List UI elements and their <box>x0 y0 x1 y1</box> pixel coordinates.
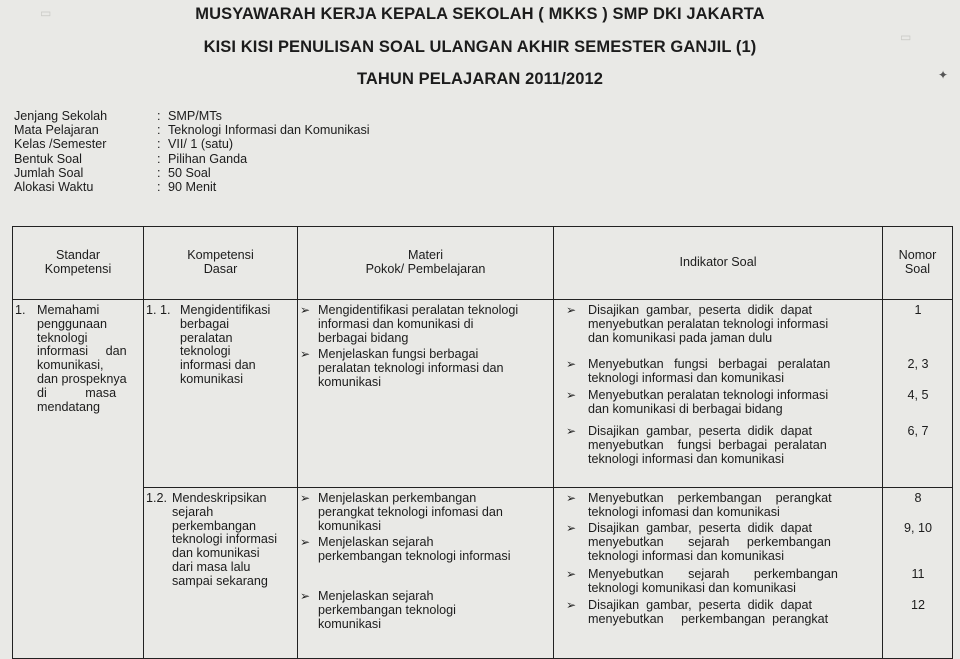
materi-line: perkembangan teknologi <box>318 602 456 617</box>
metadata-label: Jumlah Soal <box>14 165 84 180</box>
header-text: Pokok/ Pembelajaran <box>365 262 486 276</box>
kd-number: 1.2. <box>146 491 168 505</box>
standar-number: 1. <box>15 303 26 317</box>
standar-text <box>37 304 141 414</box>
indikator-line: teknologi informasi dan komunikasi <box>588 370 785 385</box>
header-line-3: TAHUN PELAJARAN 2011/2012 <box>356 70 604 88</box>
kd-number: 1. 1. <box>146 303 171 317</box>
kd-line: sejarah <box>172 504 214 519</box>
kd-text <box>172 492 277 589</box>
header-indikator-soal <box>554 227 883 300</box>
indikator-line: Menyebutkan fungsi berbagai peralatan <box>588 357 831 371</box>
bullet-arrow-icon: ➢ <box>300 303 311 317</box>
header-text: Indikator Soal <box>679 255 757 270</box>
standar-line: dan prospeknya <box>37 371 127 386</box>
metadata-colon: : <box>157 165 161 180</box>
metadata-colon: : <box>157 151 161 166</box>
metadata-colon: : <box>157 137 161 152</box>
kisi-kisi-table <box>12 226 953 659</box>
metadata-value: SMP/MTs <box>168 109 222 123</box>
indikator-item <box>588 599 870 627</box>
standar-kompetensi-cell <box>13 300 144 659</box>
nomor-soal-cell <box>883 488 953 659</box>
speck-mark: ✦ <box>938 68 949 82</box>
bullet-arrow-icon: ➢ <box>566 598 577 612</box>
materi-line: komunikasi <box>318 374 381 389</box>
materi-line: Mengidentifikasi peralatan teknologi <box>318 303 519 317</box>
table-header-row <box>13 227 953 300</box>
bullet-arrow-icon: ➢ <box>566 491 577 505</box>
metadata-colon: : <box>157 109 161 123</box>
indikator-item <box>588 522 870 563</box>
nomor-soal-value: 12 <box>910 598 925 612</box>
bullet-arrow-icon: ➢ <box>566 303 577 317</box>
metadata-colon: : <box>157 123 161 138</box>
kd-line: dan komunikasi <box>172 546 260 561</box>
bullet-arrow-icon: ➢ <box>300 535 311 549</box>
indikator-line: menyebutkan fungsi berbagai peralatan <box>588 437 827 452</box>
metadata-label: Alokasi Waktu <box>14 179 94 194</box>
kd-line: Mendeskripsikan <box>172 491 267 505</box>
indikator-line: Disajikan gambar, peserta didik dapat <box>588 424 813 438</box>
materi-item <box>318 590 552 631</box>
bullet-arrow-icon: ➢ <box>300 589 311 603</box>
header-text: Kompetensi <box>44 262 112 276</box>
indikator-line: teknologi informasi dan komunikasi <box>588 548 785 563</box>
header-text: Standar <box>55 248 101 263</box>
standar-line: komunikasi, <box>37 358 104 373</box>
indikator-item <box>588 425 870 466</box>
header-kompetensi-dasar <box>144 227 298 300</box>
bullet-arrow-icon: ➢ <box>566 567 577 581</box>
indikator-line: dan komunikasi pada jaman dulu <box>588 330 773 345</box>
metadata-value: VII/ 1 (satu) <box>168 137 234 152</box>
kd-line: Mengidentifikasi <box>180 303 271 317</box>
materi-line: komunikasi <box>318 518 381 533</box>
materi-item <box>318 304 552 345</box>
bleed-through-mark: ▭ <box>900 30 912 44</box>
kompetensi-dasar-cell <box>144 300 298 488</box>
kd-line: perkembangan <box>172 518 257 533</box>
bleed-through-mark: ▭ <box>40 6 52 20</box>
nomor-soal-value: 1 <box>914 303 922 317</box>
header-text: Dasar <box>203 262 238 276</box>
indikator-line: Disajikan gambar, peserta didik dapat <box>588 303 813 317</box>
nomor-soal-value: 4, 5 <box>907 388 929 402</box>
indikator-line: teknologi komunikasi dan komunikasi <box>588 580 796 595</box>
metadata-value: 50 Soal <box>168 165 211 180</box>
indikator-soal-cell <box>554 300 883 488</box>
indikator-line: Menyebutkan sejarah perkembangan <box>588 567 838 581</box>
indikator-line: Disajikan gambar, peserta didik dapat <box>588 521 813 535</box>
materi-item <box>318 492 552 533</box>
nomor-soal-value: 11 <box>911 567 925 581</box>
indikator-item <box>588 492 870 520</box>
header-text: Kompetensi <box>187 248 254 263</box>
materi-line: perkembangan teknologi informasi <box>318 548 511 563</box>
indikator-line: dan komunikasi di berbagai bidang <box>588 401 783 416</box>
materi-line: perangkat teknologi infomasi dan <box>318 504 503 519</box>
kd-line: informasi dan <box>180 358 256 373</box>
bullet-arrow-icon: ➢ <box>566 357 577 371</box>
bullet-arrow-icon: ➢ <box>300 347 311 361</box>
table-row <box>13 488 953 659</box>
materi-line: informasi dan komunikasi di <box>318 316 474 331</box>
standar-line: di masa <box>37 385 117 400</box>
metadata-value: 90 Menit <box>168 179 217 194</box>
materi-line: berbagai bidang <box>318 330 409 345</box>
materi-line: Menjelaskan fungsi berbagai <box>318 347 479 361</box>
header-text: Materi <box>408 248 443 263</box>
header-text: Nomor <box>898 248 937 263</box>
kompetensi-dasar-cell <box>144 488 298 659</box>
header-nomor-soal <box>883 227 953 300</box>
bullet-arrow-icon: ➢ <box>566 521 577 535</box>
kd-line: teknologi informasi <box>172 532 277 547</box>
materi-line: Menjelaskan sejarah <box>318 535 434 549</box>
materi-line: peralatan teknologi informasi dan <box>318 360 504 375</box>
metadata-colon: : <box>157 179 161 194</box>
metadata-label: Bentuk Soal <box>14 151 82 166</box>
indikator-line: teknologi infomasi dan komunikasi <box>588 504 780 519</box>
bullet-arrow-icon: ➢ <box>566 424 577 438</box>
standar-line: Memahami <box>37 303 100 317</box>
bullet-arrow-icon: ➢ <box>300 491 311 505</box>
indikator-line: teknologi informasi dan komunikasi <box>588 451 785 466</box>
bullet-arrow-icon: ➢ <box>566 388 577 402</box>
nomor-soal-value: 8 <box>914 491 922 505</box>
standar-line: mendatang <box>37 399 101 414</box>
metadata-label: Mata Pelajaran <box>14 123 99 138</box>
header-line-1: MUSYAWARAH KERJA KEPALA SEKOLAH ( MKKS ) SMP DKI JAKARTA <box>195 5 765 23</box>
indikator-line: Menyebutkan peralatan teknologi informasi <box>588 388 829 402</box>
header-line-2: KISI KISI PENULISAN SOAL ULANGAN AKHIR SEMESTER GANJIL (1) <box>203 38 757 56</box>
indikator-item <box>588 358 870 386</box>
kd-text <box>180 304 270 387</box>
nomor-soal-value: 2, 3 <box>907 357 929 371</box>
kd-line: peralatan <box>180 330 233 345</box>
kd-line: teknologi <box>180 344 231 359</box>
indikator-soal-cell <box>554 488 883 659</box>
indikator-item <box>588 568 870 596</box>
metadata-label: Kelas /Semester <box>14 137 107 152</box>
kd-line: sampai sekarang <box>172 573 268 588</box>
nomor-soal-value: 6, 7 <box>907 424 929 438</box>
header-text: Soal <box>904 262 931 276</box>
metadata-value: Teknologi Informasi dan Komunikasi <box>168 123 370 138</box>
materi-item <box>318 348 552 389</box>
materi-pokok-cell <box>298 300 554 488</box>
standar-line: teknologi <box>37 330 88 345</box>
indikator-line: menyebutkan peralatan teknologi informasi <box>588 316 829 331</box>
indikator-line: Menyebutkan perkembangan perangkat <box>588 491 832 505</box>
header-standar-kompetensi <box>13 227 144 300</box>
nomor-soal-value: 9, 10 <box>903 521 932 535</box>
kd-line: komunikasi <box>180 371 243 386</box>
indikator-line: Disajikan gambar, peserta didik dapat <box>588 598 813 612</box>
indikator-line: menyebutkan perkembangan perangkat <box>588 611 829 626</box>
standar-line: informasi dan <box>37 344 127 359</box>
indikator-item <box>588 389 870 417</box>
indikator-line: menyebutkan sejarah perkembangan <box>588 534 831 549</box>
materi-line: komunikasi <box>318 616 381 631</box>
metadata-label: Jenjang Sekolah <box>14 109 108 123</box>
kd-line: berbagai <box>180 316 230 331</box>
table-row <box>13 300 953 488</box>
nomor-soal-cell <box>883 300 953 488</box>
header-materi-pokok <box>298 227 554 300</box>
kd-line: dari masa lalu <box>172 559 251 574</box>
materi-item <box>318 536 552 564</box>
standar-line: penggunaan <box>37 316 108 331</box>
materi-line: Menjelaskan perkembangan <box>318 491 477 505</box>
metadata-value: Pilihan Ganda <box>168 151 248 166</box>
materi-pokok-cell <box>298 488 554 659</box>
materi-line: Menjelaskan sejarah <box>318 589 434 603</box>
indikator-item <box>588 304 870 345</box>
